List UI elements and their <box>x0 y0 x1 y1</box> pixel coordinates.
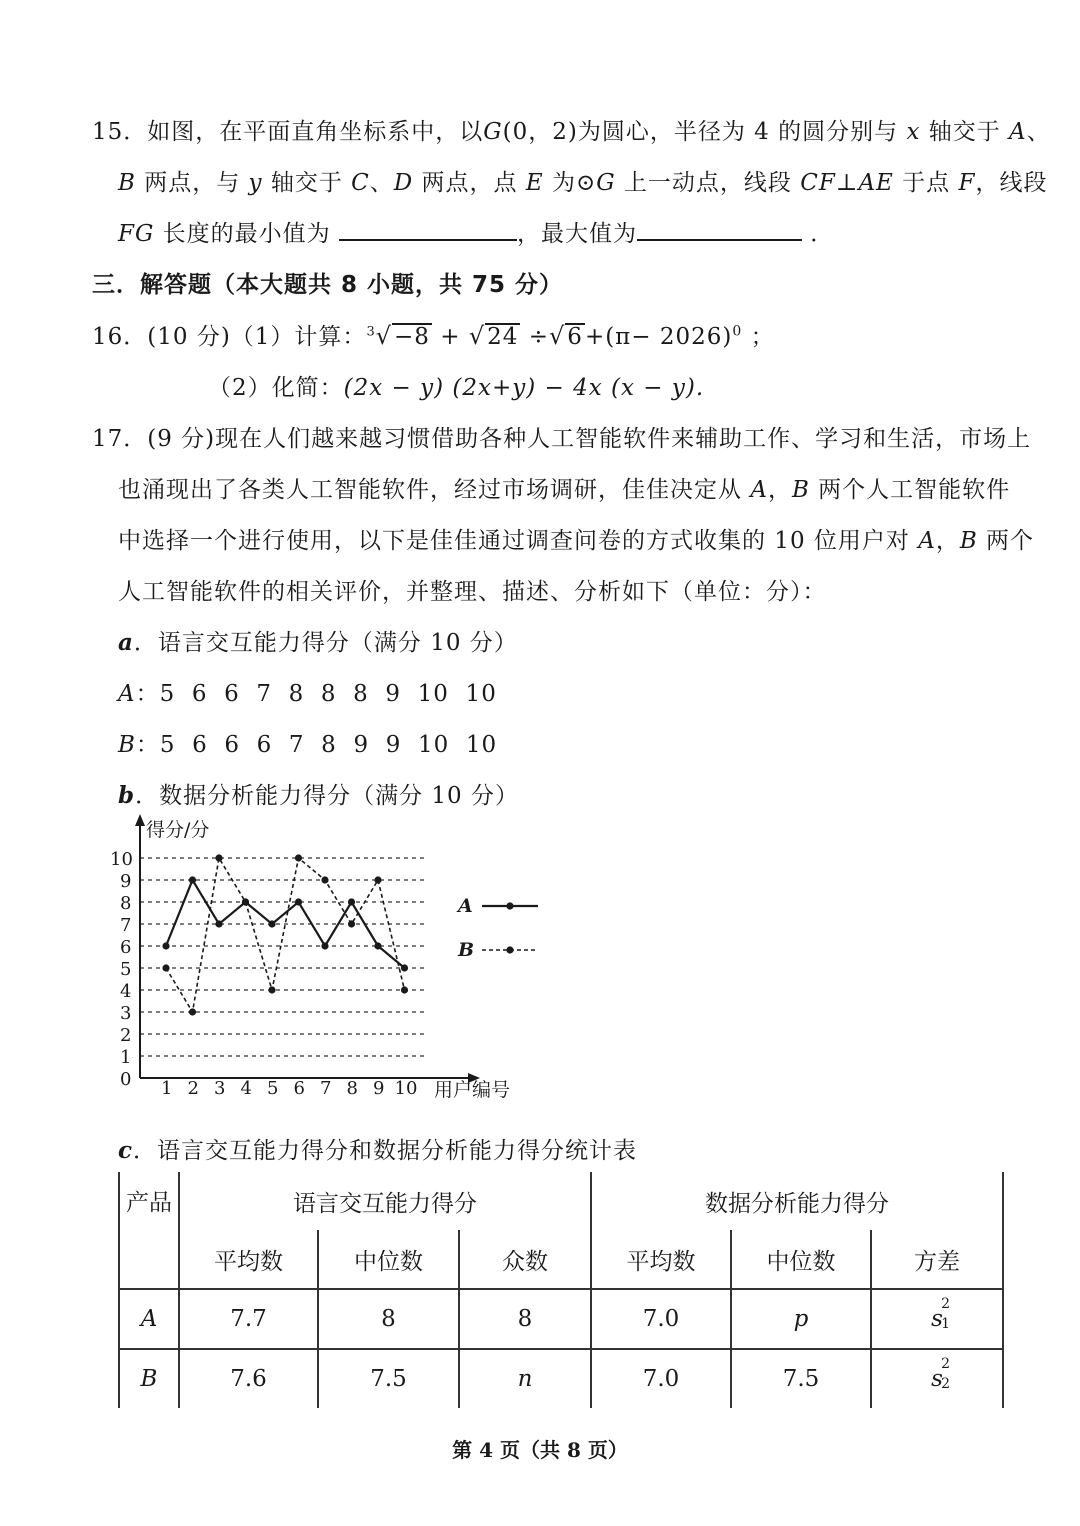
sub-header-variance-data: 方差 <box>871 1230 1003 1289</box>
y-tick-label: 2 <box>120 1025 132 1046</box>
q15-line1: 15．如图，在平面直角坐标系中，以G(0，2)为圆心，半径为 4 的圆分别与 x 轴交于 A、 <box>92 119 1051 145</box>
y-tick-label: 1 <box>120 1047 132 1068</box>
sub-header-mean-data: 平均数 <box>591 1230 731 1289</box>
x-axis-label: 用户编号 <box>434 1079 511 1101</box>
x-tick-label: 7 <box>320 1078 332 1099</box>
x-tick-label: 1 <box>161 1078 173 1099</box>
data-point-B <box>189 1008 196 1015</box>
sub-header-median-data: 中位数 <box>731 1230 871 1289</box>
table-row <box>119 1349 1003 1408</box>
legend-marker-A <box>506 902 513 909</box>
legend-label-B: B <box>458 939 475 961</box>
table-cell: 8 <box>459 1289 591 1349</box>
q15-line2: B 两点，与 y 轴交于 C、D 两点，点 E 为⊙G 上一动点，线段 CF⊥AE 于点 F，线段 <box>118 170 1048 196</box>
data-point-B <box>162 964 169 971</box>
y-tick-label: 6 <box>120 937 132 958</box>
y-ticks <box>110 849 133 1090</box>
page-footer: 第 4 页（共 8 页） <box>452 1438 628 1462</box>
statistics-table <box>118 1172 1004 1408</box>
sqrt-radicand-24: 24 <box>487 324 519 350</box>
answer-blank-min[interactable] <box>339 219 517 241</box>
y-tick-label: 5 <box>120 959 132 980</box>
x-tick-label: 8 <box>346 1078 358 1099</box>
data-point-A <box>215 920 222 927</box>
x-tick-label: 3 <box>214 1078 226 1099</box>
x-tick-label: 10 <box>394 1078 418 1099</box>
table-cell: 7.6 <box>179 1349 318 1408</box>
sub-header-median-lang: 中位数 <box>318 1230 459 1289</box>
table-cell: 7.7 <box>179 1289 318 1349</box>
q17-part-a-title: a．语言交互能力得分（满分 10 分） <box>118 629 518 656</box>
q17-line3: 中选择一个进行使用，以下是佳佳通过调查问卷的方式收集的 10 位用户对 A，B 两个 <box>118 528 1035 554</box>
section-heading: 三．解答题（本大题共 8 小题，共 75 分） <box>92 272 564 298</box>
q16-line1: 16．(10 分)（1）计算：$^3√-8 + √24 \div√6+(\pi- 2026)^0$ ； <box>92 322 775 350</box>
data-point-A <box>348 898 355 905</box>
y-tick-label: 8 <box>120 893 132 914</box>
q15-line3: FG 长度的最小值为 ，最大值为 ． <box>118 221 835 247</box>
data-point-A <box>295 898 302 905</box>
x-ticks <box>161 1078 417 1099</box>
chart-series <box>162 854 408 1015</box>
data-point-A <box>189 876 196 883</box>
q17-line1: 17．(9 分)现在人们越来越习惯借助各种人工智能软件来辅助工作、学习和生活，市场上 <box>92 426 1032 452</box>
y-tick-label: 4 <box>120 981 132 1002</box>
data-point-B <box>268 986 275 993</box>
y-tick-label: 0 <box>120 1069 132 1090</box>
data-point-B <box>242 898 249 905</box>
y-tick-label: 9 <box>120 871 132 892</box>
row-label: A <box>119 1289 179 1349</box>
table-row <box>119 1289 1003 1349</box>
data-point-B <box>295 854 302 861</box>
y-tick-label: 3 <box>120 1003 132 1024</box>
table-cell: 7.5 <box>731 1349 871 1408</box>
x-tick-label: 2 <box>187 1078 199 1099</box>
sub-header-mean-lang: 平均数 <box>179 1230 318 1289</box>
q17-scores-A: A：5 6 6 7 8 8 8 9 10 10 <box>118 681 497 707</box>
y-tick-label: 10 <box>110 849 133 870</box>
x-tick-label: 5 <box>267 1078 279 1099</box>
q17-part-b-title: b．数据分析能力得分（满分 10 分） <box>118 782 519 809</box>
variance-cell: s 2 1 <box>871 1289 1003 1349</box>
row-label: B <box>119 1349 179 1408</box>
data-point-A <box>162 942 169 949</box>
x-tick-label: 6 <box>293 1078 305 1099</box>
x-tick-label: 4 <box>240 1078 252 1099</box>
series-line-B <box>166 858 405 1012</box>
data-point-A <box>321 942 328 949</box>
data-point-B <box>374 876 381 883</box>
table-cell: p <box>731 1289 871 1349</box>
data-point-A <box>268 920 275 927</box>
q17-line4: 人工智能软件的相关评价，并整理、描述、分析如下（单位：分）： <box>118 579 827 605</box>
data-point-B <box>348 920 355 927</box>
sub-header-mode-lang: 众数 <box>459 1230 591 1289</box>
data-point-A <box>401 964 408 971</box>
x-tick-label: 9 <box>373 1078 385 1099</box>
table-cell: n <box>459 1349 591 1408</box>
y-axis-label: 得分/分 <box>146 819 210 841</box>
sqrt-radicand-6: 6 <box>567 324 583 350</box>
variance-cell: s 2 2 <box>871 1349 1003 1408</box>
data-point-A <box>374 942 381 949</box>
data-point-B <box>401 986 408 993</box>
q17-line2: 也涌现出了各类人工智能软件，经过市场调研，佳佳决定从 A，B 两个人工智能软件 <box>118 477 1011 503</box>
score-line-chart <box>100 810 560 1105</box>
data-point-B <box>215 854 222 861</box>
chart-legend <box>456 895 538 961</box>
table-cell: 7.0 <box>591 1289 731 1349</box>
q17-part-c-title: c．语言交互能力得分和数据分析能力得分统计表 <box>118 1137 638 1164</box>
table-cell: 8 <box>318 1289 459 1349</box>
y-tick-label: 7 <box>120 915 132 936</box>
cube-root-radicand: −8 <box>394 324 430 350</box>
answer-blank-max[interactable] <box>637 219 802 241</box>
header-product: 产品 <box>119 1172 179 1289</box>
legend-label-A: A <box>458 895 473 917</box>
legend-marker-B <box>506 946 513 953</box>
header-data-ability: 数据分析能力得分 <box>591 1172 1003 1230</box>
q16-line2: （2）化简：(2x − y) (2x+y) − 4x (x − y). <box>208 375 705 401</box>
q17-scores-B: B：5 6 6 6 7 8 9 9 10 10 <box>118 732 498 758</box>
chart-axes <box>135 814 480 1083</box>
header-lang-ability: 语言交互能力得分 <box>179 1172 591 1230</box>
table-cell: 7.0 <box>591 1349 731 1408</box>
table-cell: 7.5 <box>318 1349 459 1408</box>
chart-grid <box>140 858 425 1056</box>
data-point-B <box>321 876 328 883</box>
